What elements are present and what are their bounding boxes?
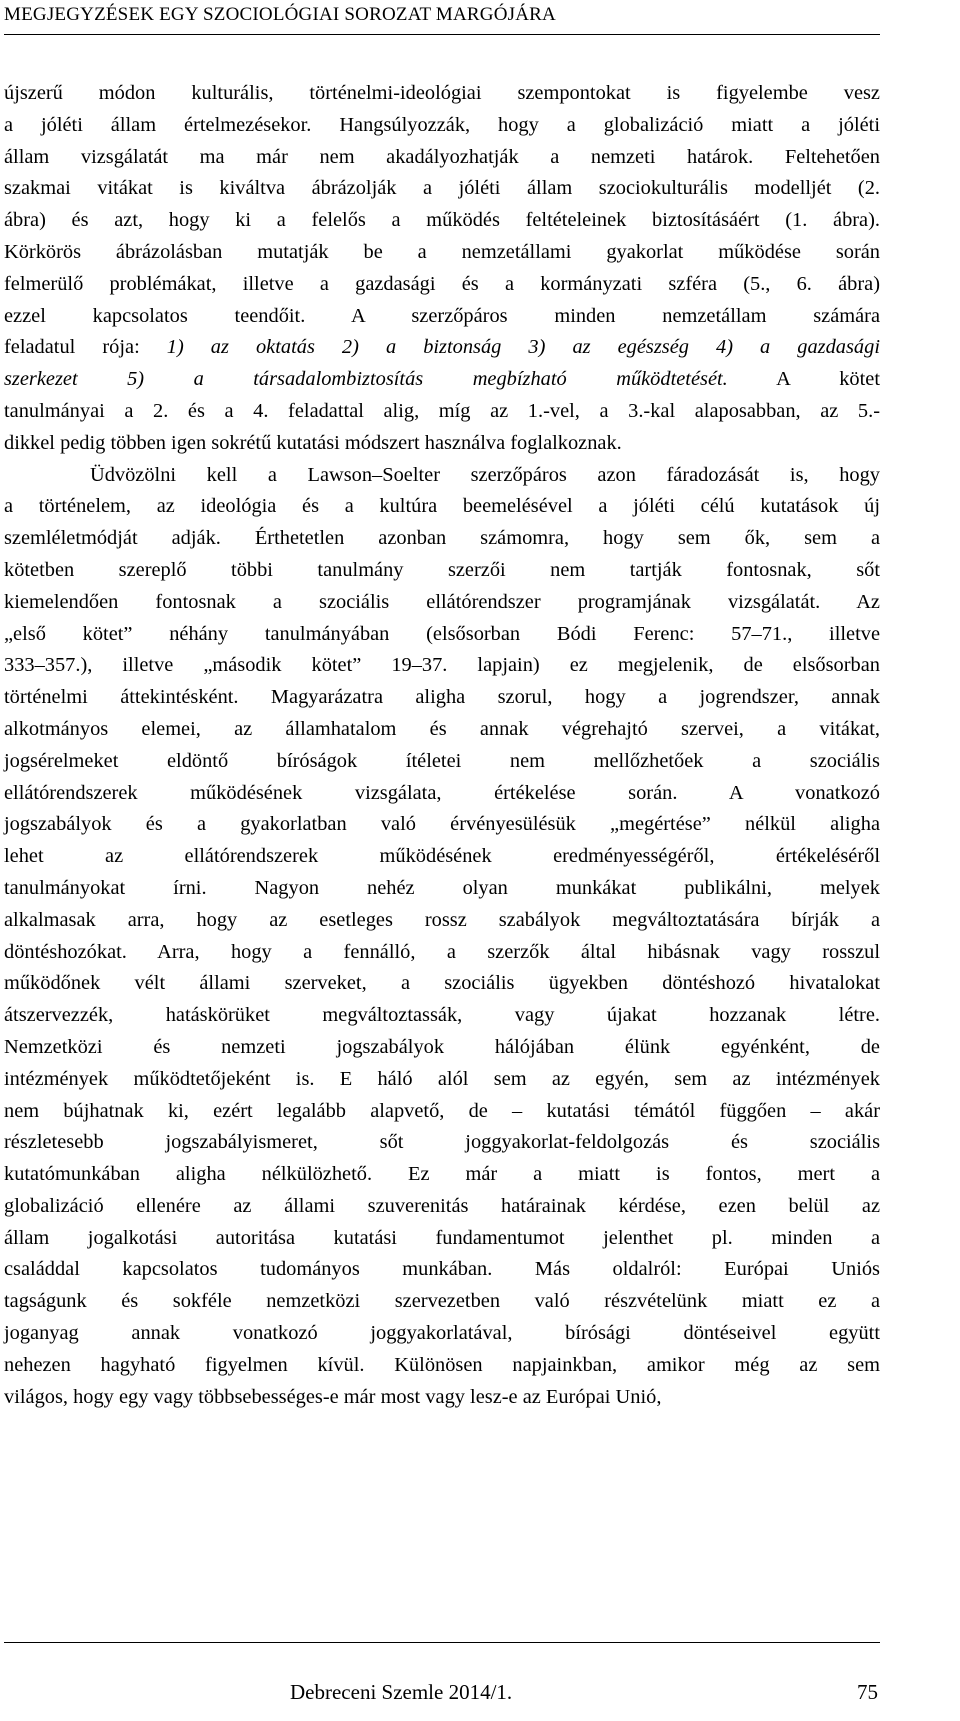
text-line (4, 523, 880, 555)
text-run: globalizáció ellenére az állami szuverenitás határainak kérdése, ezen belül az (4, 1194, 880, 1217)
text-line (4, 491, 880, 523)
text-line (4, 1096, 880, 1128)
text-line (4, 1064, 880, 1096)
running-header (4, 2, 880, 28)
page-number: 75 (857, 1680, 878, 1704)
text-run: Üdvözölni kell a Lawson‒Soelter szerzőpáros azon fáradozását is, hogy (90, 463, 880, 486)
text-run: felmerülő problémákat, illetve a gazdasági és a kormányzati szféra (5., 6. ábra) (4, 272, 880, 295)
text-run: tanulmányai a 2. és a 4. feladattal alig, míg az 1.-vel, a 3.-kal alaposabban, az 5.- (4, 399, 880, 422)
text-run: „első kötet” néhány tanulmányában (elsősorban Bódi Ferenc: 57‒71., illetve (4, 622, 880, 645)
text-line (4, 396, 880, 428)
text-run: intézmények működtetőjeként is. E háló alól sem az egyén, sem az intézmények (4, 1067, 880, 1090)
text-line (4, 173, 880, 205)
text-run: tanulmányokat írni. Nagyon nehéz olyan munkákat publikálni, melyek (4, 876, 880, 899)
text-line (4, 1286, 880, 1318)
paragraph-2 (4, 460, 880, 1414)
text-run: alkalmasak arra, hogy az esetleges rossz szabályok megváltoztatására bírják a (4, 908, 880, 931)
text-line (4, 555, 880, 587)
text-run: családdal kapcsolatos tudományos munkában. Más oldalról: Európai Uniós (4, 1258, 880, 1281)
footer-rule (4, 1642, 880, 1643)
text-line (4, 682, 880, 714)
text-run: A kötet (727, 368, 880, 391)
text-run: ábra) és azt, hogy ki a felelős a működés feltételeinek biztosításáért (1. ábra). (4, 209, 880, 232)
text-run: dikkel pedig többen igen sokrétű kutatási módszert használva foglalkoznak. (4, 431, 622, 454)
text-line (4, 78, 880, 110)
text-line (4, 460, 880, 492)
text-line (4, 1159, 880, 1191)
text-run: ellátórendszerek működésének vizsgálata, értékelése során. A vonatkozó (4, 781, 880, 804)
text-run: ezzel kapcsolatos teendőit. A szerzőpáros minden nemzetállam számára (4, 304, 880, 327)
text-line (4, 809, 880, 841)
text-line (4, 650, 880, 682)
text-run: kutatómunkában aligha nélkülözhető. Ez már a miatt is fontos, mert a (4, 1163, 880, 1186)
text-run: alkotmányos elemei, az államhatalom és annak végrehajtó szervei, a vitákat, (4, 717, 880, 740)
text-line (4, 205, 880, 237)
text-run: jogsérelmeket eldöntő bíróságok ítéletei nem mellőzhetőek a szociális (4, 749, 880, 772)
text-run: nem bújhatnak ki, ezért legalább alapvető, de ‒ kutatási témától függően ‒ akár (4, 1099, 880, 1122)
text-line (4, 905, 880, 937)
text-run: történelmi áttekintésként. Magyarázatra aligha szorul, hogy a jogrendszer, annak (4, 686, 880, 709)
text-line (4, 301, 880, 333)
body-text (4, 78, 880, 1413)
running-header-title: MEGJEGYZÉSEK EGY SZOCIOLÓGIAI SOROZAT MARGÓJÁRA (4, 4, 556, 25)
text-line (4, 1382, 880, 1414)
text-line (4, 1032, 880, 1064)
text-line (4, 364, 880, 396)
text-line (4, 1318, 880, 1350)
text-run: szakmai vitákat is kiváltva ábrázolják a jóléti állam szociokulturális modelljét (2. (4, 177, 880, 200)
text-line (4, 873, 880, 905)
text-line (4, 1254, 880, 1286)
text-run: kötetben szereplő többi tanulmány szerzői nem tartják fontosnak, sőt (4, 558, 880, 581)
text-line (4, 428, 880, 460)
text-line (4, 142, 880, 174)
text-run: 333‒357.), illetve „második kötet” 19‒37. lapjain) ez megjelenik, de elsősorban (4, 654, 880, 677)
text-run: állam jogalkotási autoritása kutatási fundamentumot jelenthet pl. minden a (4, 1226, 880, 1249)
italic-text: 1) az oktatás 2) a biztonság 3) az egészség 4) a gazdasági (166, 336, 880, 359)
text-line (4, 1350, 880, 1382)
text-run: lehet az ellátórendszerek működésének eredményességéről, értékeléséről (4, 845, 880, 868)
text-run: döntéshozókat. Arra, hogy a fennálló, a szerzők által hibásnak vagy rosszul (4, 940, 880, 963)
text-line (4, 1000, 880, 1032)
text-run: szemléletmódját adják. Érthetetlen azonban számomra, hogy sem ők, sem a (4, 527, 880, 550)
text-run: világos, hogy egy vagy többsebességes-e már most vagy lesz-e az Európai Unió, (4, 1385, 662, 1408)
text-run: kiemelendően fontosnak a szociális ellátórendszer programjának vizsgálatát. Az (4, 590, 880, 613)
text-run: állam vizsgálatát ma már nem akadályozhatják a nemzeti határok. Feltehetően (4, 145, 880, 168)
text-run: részletesebb jogszabályismeret, sőt joggyakorlat-feldolgozás és szociális (4, 1131, 880, 1154)
text-run: átszervezzék, hatáskörüket megváltoztassák, vagy újakat hozzanak létre. (4, 1004, 880, 1027)
text-line (4, 110, 880, 142)
text-line (4, 1191, 880, 1223)
text-run: jogszabályok és a gyakorlatban való érvényesülésük „megértése” nélkül aligha (4, 813, 880, 836)
text-run: joganyag annak vonatkozó joggyakorlatával, bírósági döntéseivel együtt (4, 1322, 880, 1345)
text-line (4, 841, 880, 873)
text-line (4, 1223, 880, 1255)
text-run: Körkörös ábrázolásban mutatják be a nemzetállami gyakorlat működése során (4, 240, 880, 263)
text-run: Nemzetközi és nemzeti jogszabályok hálójában élünk egyénként, de (4, 1035, 880, 1058)
text-run: a jóléti állam értelmezésekor. Hangsúlyozzák, hogy a globalizáció miatt a jóléti (4, 113, 880, 136)
journal-name: Debreceni Szemle 2014/1. (290, 1680, 513, 1704)
text-run: tagságunk és sokféle nemzetközi szervezetben való részvételünk miatt ez a (4, 1290, 880, 1313)
text-line (4, 968, 880, 1000)
text-run: feladatul rója: (4, 336, 167, 359)
text-run: működőnek vélt állami szerveket, a szociális ügyekben döntéshozó hivatalokat (4, 972, 880, 995)
text-run: újszerű módon kulturális, történelmi-ideológiai szempontokat is figyelembe vesz (4, 82, 880, 104)
text-line (4, 1127, 880, 1159)
italic-text: szerkezet 5) a társadalombiztosítás megbízható működtetését. (4, 368, 728, 391)
text-run: nehezen hagyható figyelmen kívül. Különösen napjainkban, amikor még az sem (4, 1353, 880, 1376)
text-run: a történelem, az ideológia és a kultúra beemelésével a jóléti célú kutatások új (4, 495, 880, 518)
text-line (4, 269, 880, 301)
text-line (4, 237, 880, 269)
header-rule (4, 34, 880, 35)
text-line (4, 619, 880, 651)
paragraph-1 (4, 78, 880, 460)
text-line (4, 587, 880, 619)
text-line (4, 778, 880, 810)
text-line (4, 714, 880, 746)
text-line (4, 746, 880, 778)
text-line (4, 937, 880, 969)
text-line (4, 332, 880, 364)
